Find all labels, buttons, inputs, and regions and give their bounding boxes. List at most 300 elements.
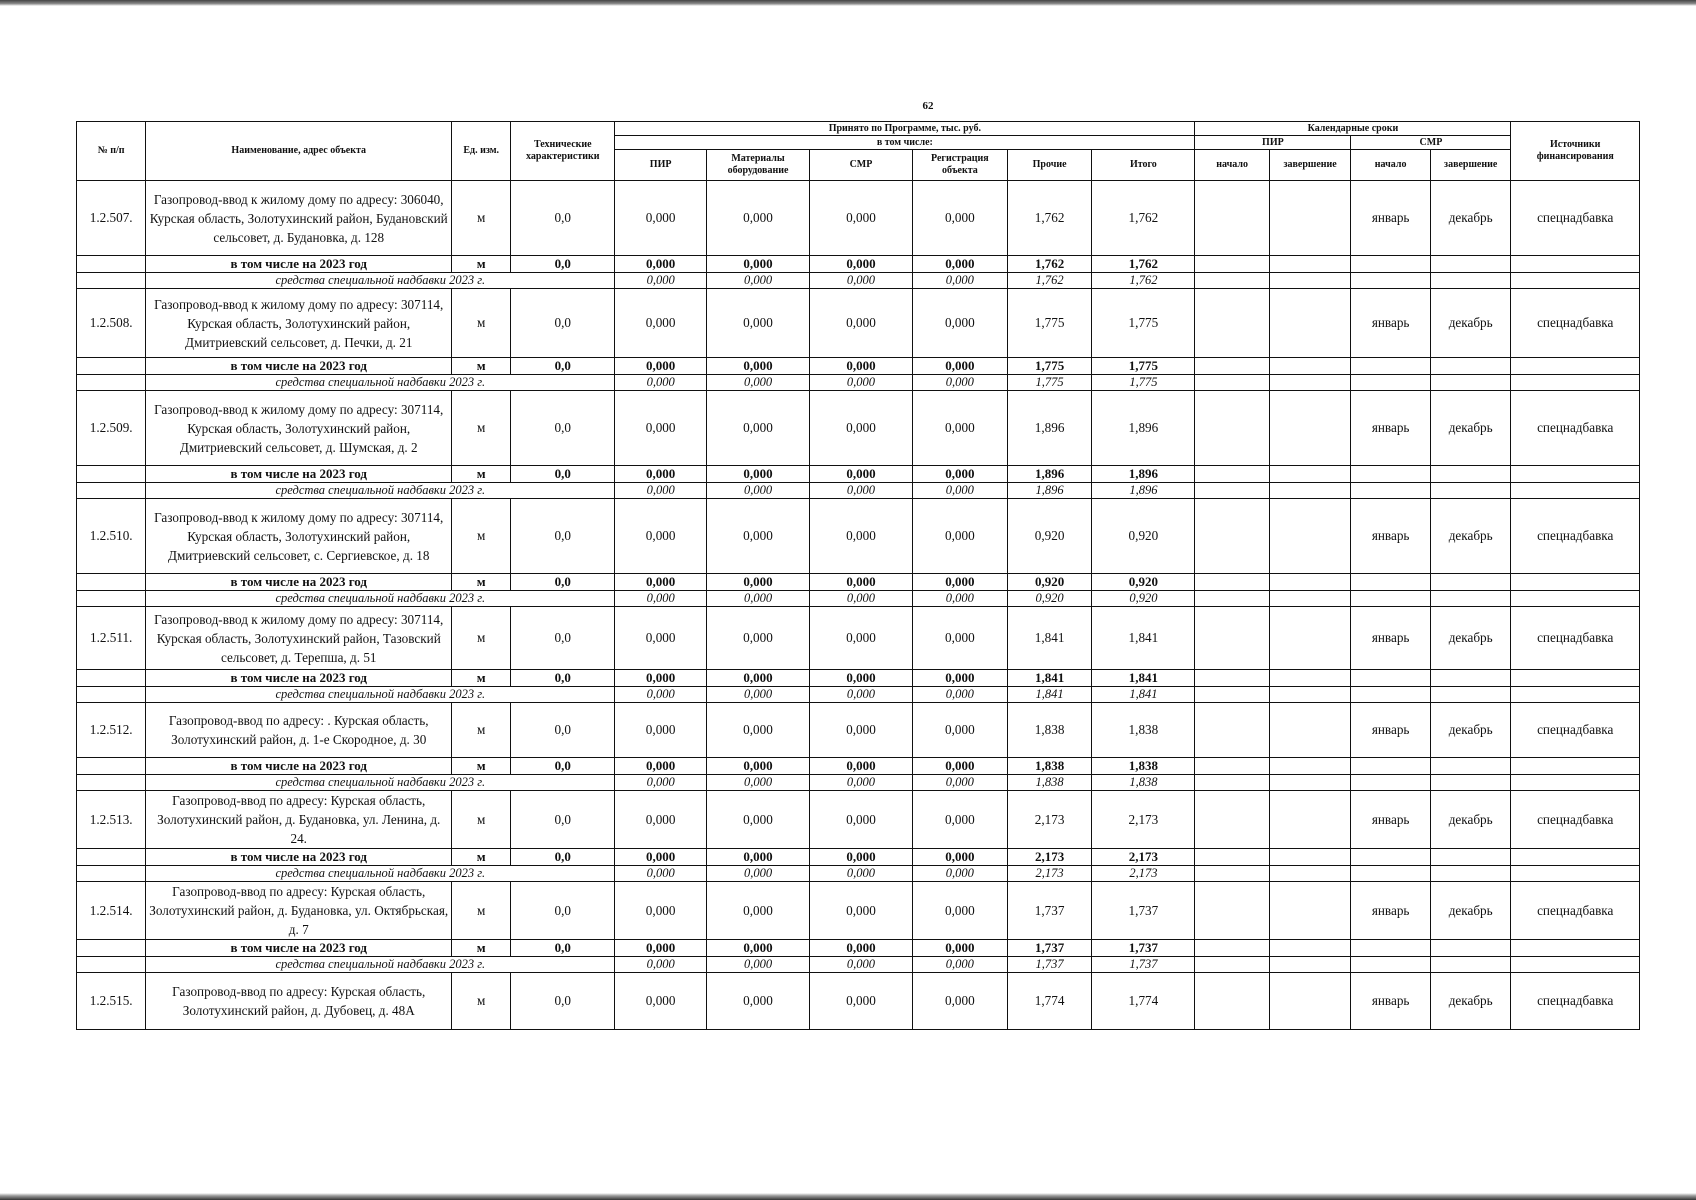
year-label: в том числе на 2023 год bbox=[146, 849, 452, 866]
row-source: спецнадбавка bbox=[1511, 289, 1640, 358]
special-label: средства специальной надбавки 2023 г. bbox=[146, 687, 615, 703]
special-materials: 0,000 bbox=[707, 775, 810, 791]
row-smr: 0,000 bbox=[809, 882, 912, 940]
special-label: средства специальной надбавки 2023 г. bbox=[146, 375, 615, 391]
row-tech: 0,0 bbox=[511, 499, 615, 574]
special-registration: 0,000 bbox=[912, 591, 1007, 607]
header-total: Итого bbox=[1092, 150, 1195, 181]
row-other: 1,737 bbox=[1007, 882, 1092, 940]
row-unit: м bbox=[452, 499, 511, 574]
row-smr-start: январь bbox=[1351, 607, 1431, 670]
table-row bbox=[77, 703, 1640, 758]
year-other: 1,762 bbox=[1007, 256, 1092, 273]
year-unit: м bbox=[452, 256, 511, 273]
year-tech: 0,0 bbox=[511, 670, 615, 687]
row-smr: 0,000 bbox=[809, 289, 912, 358]
header-pir-end: завершение bbox=[1269, 150, 1351, 181]
row-source: спецнадбавка bbox=[1511, 882, 1640, 940]
row-other: 2,173 bbox=[1007, 791, 1092, 849]
year-unit: м bbox=[452, 849, 511, 866]
table-row bbox=[77, 391, 1640, 466]
row-num: 1.2.512. bbox=[77, 703, 146, 758]
special-materials: 0,000 bbox=[707, 957, 810, 973]
year-total: 2,173 bbox=[1092, 849, 1195, 866]
year-other: 0,920 bbox=[1007, 574, 1092, 591]
year-pir: 0,000 bbox=[615, 940, 707, 957]
year-pir: 0,000 bbox=[615, 670, 707, 687]
row-smr: 0,000 bbox=[809, 499, 912, 574]
special-pir: 0,000 bbox=[615, 273, 707, 289]
special-materials: 0,000 bbox=[707, 273, 810, 289]
row-registration: 0,000 bbox=[912, 791, 1007, 849]
table-body bbox=[77, 181, 1640, 1030]
year-tech: 0,0 bbox=[511, 758, 615, 775]
year-pir: 0,000 bbox=[615, 256, 707, 273]
special-materials: 0,000 bbox=[707, 687, 810, 703]
row-registration: 0,000 bbox=[912, 499, 1007, 574]
special-other: 1,737 bbox=[1007, 957, 1092, 973]
row-other: 0,920 bbox=[1007, 499, 1092, 574]
row-pir-end bbox=[1269, 499, 1351, 574]
row-smr-start: январь bbox=[1351, 791, 1431, 849]
special-materials: 0,000 bbox=[707, 866, 810, 882]
row-pir-start bbox=[1195, 289, 1269, 358]
year-tech: 0,0 bbox=[511, 466, 615, 483]
table-row-special bbox=[77, 957, 1640, 973]
table-row-year bbox=[77, 670, 1640, 687]
year-unit: м bbox=[452, 758, 511, 775]
row-tech: 0,0 bbox=[511, 607, 615, 670]
year-unit: м bbox=[452, 466, 511, 483]
row-smr-start: январь bbox=[1351, 703, 1431, 758]
row-materials: 0,000 bbox=[707, 289, 810, 358]
year-label: в том числе на 2023 год bbox=[146, 758, 452, 775]
header-including: в том числе: bbox=[615, 136, 1195, 150]
special-smr: 0,000 bbox=[809, 775, 912, 791]
year-tech: 0,0 bbox=[511, 358, 615, 375]
special-total: 1,762 bbox=[1092, 273, 1195, 289]
row-smr-end: декабрь bbox=[1430, 973, 1511, 1030]
row-name: Газопровод-ввод по адресу: . Курская область, Золотухинский район, д. 1-е Скородное, д. 30 bbox=[146, 703, 452, 758]
year-total: 1,838 bbox=[1092, 758, 1195, 775]
table-row-special bbox=[77, 483, 1640, 499]
special-total: 1,737 bbox=[1092, 957, 1195, 973]
special-pir: 0,000 bbox=[615, 687, 707, 703]
year-registration: 0,000 bbox=[912, 849, 1007, 866]
row-source: спецнадбавка bbox=[1511, 791, 1640, 849]
row-smr-start: январь bbox=[1351, 973, 1431, 1030]
year-unit: м bbox=[452, 574, 511, 591]
row-unit: м bbox=[452, 391, 511, 466]
year-tech: 0,0 bbox=[511, 256, 615, 273]
row-smr-end: декабрь bbox=[1430, 882, 1511, 940]
row-name: Газопровод-ввод к жилому дому по адресу: 307114, Курская область, Золотухинский район, Дмитриевский сельсовет, д. Шумская, д. 2 bbox=[146, 391, 452, 466]
row-other: 1,896 bbox=[1007, 391, 1092, 466]
row-tech: 0,0 bbox=[511, 791, 615, 849]
year-unit: м bbox=[452, 358, 511, 375]
row-other: 1,762 bbox=[1007, 181, 1092, 256]
table-row-special bbox=[77, 775, 1640, 791]
special-label: средства специальной надбавки 2023 г. bbox=[146, 866, 615, 882]
year-smr: 0,000 bbox=[809, 574, 912, 591]
table-row-special bbox=[77, 273, 1640, 289]
row-tech: 0,0 bbox=[511, 391, 615, 466]
table-header bbox=[77, 122, 1640, 181]
special-other: 1,762 bbox=[1007, 273, 1092, 289]
table-row-year bbox=[77, 574, 1640, 591]
year-materials: 0,000 bbox=[707, 466, 810, 483]
row-tech: 0,0 bbox=[511, 882, 615, 940]
row-source: спецнадбавка bbox=[1511, 973, 1640, 1030]
special-total: 1,841 bbox=[1092, 687, 1195, 703]
table-row-year bbox=[77, 256, 1640, 273]
row-name: Газопровод-ввод к жилому дому по адресу: 307114, Курская область, Золотухинский район, Дмитриевский сельсовет, д. Печки, д. 21 bbox=[146, 289, 452, 358]
row-total: 1,774 bbox=[1092, 973, 1195, 1030]
year-label: в том числе на 2023 год bbox=[146, 256, 452, 273]
row-num: 1.2.513. bbox=[77, 791, 146, 849]
header-pir: ПИР bbox=[615, 150, 707, 181]
year-materials: 0,000 bbox=[707, 256, 810, 273]
row-smr-end: декабрь bbox=[1430, 703, 1511, 758]
year-registration: 0,000 bbox=[912, 574, 1007, 591]
row-smr-end: декабрь bbox=[1430, 607, 1511, 670]
page-number: 62 bbox=[922, 100, 934, 112]
row-pir-start bbox=[1195, 607, 1269, 670]
row-smr: 0,000 bbox=[809, 181, 912, 256]
year-unit: м bbox=[452, 670, 511, 687]
row-num: 1.2.510. bbox=[77, 499, 146, 574]
special-registration: 0,000 bbox=[912, 687, 1007, 703]
row-source: спецнадбавка bbox=[1511, 499, 1640, 574]
special-smr: 0,000 bbox=[809, 687, 912, 703]
year-registration: 0,000 bbox=[912, 256, 1007, 273]
row-source: спецнадбавка bbox=[1511, 391, 1640, 466]
special-smr: 0,000 bbox=[809, 483, 912, 499]
row-unit: м bbox=[452, 791, 511, 849]
header-cal-smr: СМР bbox=[1351, 136, 1511, 150]
special-other: 1,896 bbox=[1007, 483, 1092, 499]
header-sources: Источники финансирования bbox=[1511, 122, 1640, 181]
row-total: 1,762 bbox=[1092, 181, 1195, 256]
header-cal-pir: ПИР bbox=[1195, 136, 1351, 150]
row-materials: 0,000 bbox=[707, 973, 810, 1030]
year-total: 1,737 bbox=[1092, 940, 1195, 957]
special-total: 0,920 bbox=[1092, 591, 1195, 607]
row-pir-start bbox=[1195, 791, 1269, 849]
table-row bbox=[77, 499, 1640, 574]
row-num: 1.2.509. bbox=[77, 391, 146, 466]
row-source: спецнадбавка bbox=[1511, 181, 1640, 256]
special-materials: 0,000 bbox=[707, 483, 810, 499]
year-registration: 0,000 bbox=[912, 758, 1007, 775]
row-materials: 0,000 bbox=[707, 882, 810, 940]
row-smr-start: январь bbox=[1351, 289, 1431, 358]
header-calendar: Календарные сроки bbox=[1195, 122, 1511, 136]
row-materials: 0,000 bbox=[707, 703, 810, 758]
row-smr-end: декабрь bbox=[1430, 391, 1511, 466]
special-other: 1,775 bbox=[1007, 375, 1092, 391]
row-total: 1,775 bbox=[1092, 289, 1195, 358]
header-name: Наименование, адрес объекта bbox=[146, 122, 452, 181]
row-num: 1.2.507. bbox=[77, 181, 146, 256]
special-materials: 0,000 bbox=[707, 591, 810, 607]
row-unit: м bbox=[452, 181, 511, 256]
year-materials: 0,000 bbox=[707, 574, 810, 591]
special-registration: 0,000 bbox=[912, 866, 1007, 882]
year-tech: 0,0 bbox=[511, 574, 615, 591]
year-label: в том числе на 2023 год bbox=[146, 466, 452, 483]
row-smr: 0,000 bbox=[809, 391, 912, 466]
year-label: в том числе на 2023 год bbox=[146, 358, 452, 375]
year-registration: 0,000 bbox=[912, 670, 1007, 687]
row-tech: 0,0 bbox=[511, 181, 615, 256]
header-registration: Регистрация объекта bbox=[912, 150, 1007, 181]
row-name: Газопровод-ввод к жилому дому по адресу: 307114, Курская область, Золотухинский район, Тазовский сельсовет, д. Терепша, д. 51 bbox=[146, 607, 452, 670]
year-other: 2,173 bbox=[1007, 849, 1092, 866]
row-materials: 0,000 bbox=[707, 181, 810, 256]
year-pir: 0,000 bbox=[615, 849, 707, 866]
year-pir: 0,000 bbox=[615, 466, 707, 483]
row-pir-end bbox=[1269, 703, 1351, 758]
row-name: Газопровод-ввод по адресу: Курская область, Золотухинский район, д. Дубовец, д. 48А bbox=[146, 973, 452, 1030]
scan-edge-top bbox=[0, 0, 1696, 6]
year-materials: 0,000 bbox=[707, 849, 810, 866]
year-materials: 0,000 bbox=[707, 940, 810, 957]
special-registration: 0,000 bbox=[912, 483, 1007, 499]
table-row bbox=[77, 882, 1640, 940]
row-pir-start bbox=[1195, 973, 1269, 1030]
row-pir: 0,000 bbox=[615, 289, 707, 358]
row-materials: 0,000 bbox=[707, 499, 810, 574]
row-pir-end bbox=[1269, 181, 1351, 256]
table-row-special bbox=[77, 687, 1640, 703]
year-smr: 0,000 bbox=[809, 940, 912, 957]
row-smr: 0,000 bbox=[809, 607, 912, 670]
year-pir: 0,000 bbox=[615, 574, 707, 591]
special-smr: 0,000 bbox=[809, 375, 912, 391]
special-total: 1,896 bbox=[1092, 483, 1195, 499]
year-smr: 0,000 bbox=[809, 466, 912, 483]
row-total: 1,841 bbox=[1092, 607, 1195, 670]
row-num: 1.2.514. bbox=[77, 882, 146, 940]
row-total: 1,896 bbox=[1092, 391, 1195, 466]
table-row-year bbox=[77, 940, 1640, 957]
year-pir: 0,000 bbox=[615, 758, 707, 775]
special-total: 2,173 bbox=[1092, 866, 1195, 882]
header-num: № п/п bbox=[77, 122, 146, 181]
year-registration: 0,000 bbox=[912, 466, 1007, 483]
row-unit: м bbox=[452, 973, 511, 1030]
row-registration: 0,000 bbox=[912, 181, 1007, 256]
special-label: средства специальной надбавки 2023 г. bbox=[146, 957, 615, 973]
special-label: средства специальной надбавки 2023 г. bbox=[146, 591, 615, 607]
special-smr: 0,000 bbox=[809, 957, 912, 973]
special-pir: 0,000 bbox=[615, 866, 707, 882]
year-other: 1,775 bbox=[1007, 358, 1092, 375]
header-pir-start: начало bbox=[1195, 150, 1269, 181]
row-pir-start bbox=[1195, 499, 1269, 574]
year-materials: 0,000 bbox=[707, 670, 810, 687]
row-pir-start bbox=[1195, 181, 1269, 256]
special-other: 1,841 bbox=[1007, 687, 1092, 703]
row-smr-end: декабрь bbox=[1430, 289, 1511, 358]
special-registration: 0,000 bbox=[912, 273, 1007, 289]
row-unit: м bbox=[452, 289, 511, 358]
row-smr-start: январь bbox=[1351, 499, 1431, 574]
year-total: 0,920 bbox=[1092, 574, 1195, 591]
row-smr-start: январь bbox=[1351, 181, 1431, 256]
row-total: 1,737 bbox=[1092, 882, 1195, 940]
special-pir: 0,000 bbox=[615, 775, 707, 791]
row-pir-start bbox=[1195, 703, 1269, 758]
row-unit: м bbox=[452, 882, 511, 940]
table-row bbox=[77, 289, 1640, 358]
year-label: в том числе на 2023 год bbox=[146, 940, 452, 957]
row-total: 1,838 bbox=[1092, 703, 1195, 758]
special-pir: 0,000 bbox=[615, 591, 707, 607]
row-tech: 0,0 bbox=[511, 703, 615, 758]
row-total: 0,920 bbox=[1092, 499, 1195, 574]
row-name: Газопровод-ввод к жилому дому по адресу: 306040, Курская область, Золотухинский район, Будановский сельсовет, д. Будановка, д. 128 bbox=[146, 181, 452, 256]
row-pir-end bbox=[1269, 607, 1351, 670]
table-row-year bbox=[77, 849, 1640, 866]
row-registration: 0,000 bbox=[912, 607, 1007, 670]
header-smr-end: завершение bbox=[1430, 150, 1511, 181]
row-other: 1,838 bbox=[1007, 703, 1092, 758]
year-tech: 0,0 bbox=[511, 940, 615, 957]
row-pir-end bbox=[1269, 973, 1351, 1030]
table-row bbox=[77, 791, 1640, 849]
row-other: 1,774 bbox=[1007, 973, 1092, 1030]
header-materials: Материалы оборудование bbox=[707, 150, 810, 181]
header-accepted: Принято по Программе, тыс. руб. bbox=[615, 122, 1195, 136]
year-total: 1,775 bbox=[1092, 358, 1195, 375]
year-pir: 0,000 bbox=[615, 358, 707, 375]
header-other: Прочие bbox=[1007, 150, 1092, 181]
year-materials: 0,000 bbox=[707, 358, 810, 375]
row-smr-end: декабрь bbox=[1430, 791, 1511, 849]
table-row bbox=[77, 181, 1640, 256]
year-registration: 0,000 bbox=[912, 358, 1007, 375]
special-pir: 0,000 bbox=[615, 375, 707, 391]
special-registration: 0,000 bbox=[912, 775, 1007, 791]
row-smr: 0,000 bbox=[809, 973, 912, 1030]
row-pir-end bbox=[1269, 882, 1351, 940]
special-label: средства специальной надбавки 2023 г. bbox=[146, 775, 615, 791]
special-label: средства специальной надбавки 2023 г. bbox=[146, 273, 615, 289]
year-tech: 0,0 bbox=[511, 849, 615, 866]
row-registration: 0,000 bbox=[912, 391, 1007, 466]
year-other: 1,838 bbox=[1007, 758, 1092, 775]
row-pir: 0,000 bbox=[615, 391, 707, 466]
row-total: 2,173 bbox=[1092, 791, 1195, 849]
special-other: 0,920 bbox=[1007, 591, 1092, 607]
special-smr: 0,000 bbox=[809, 866, 912, 882]
year-smr: 0,000 bbox=[809, 256, 912, 273]
table-row-year bbox=[77, 466, 1640, 483]
row-pir: 0,000 bbox=[615, 703, 707, 758]
row-smr: 0,000 bbox=[809, 703, 912, 758]
special-materials: 0,000 bbox=[707, 375, 810, 391]
special-other: 2,173 bbox=[1007, 866, 1092, 882]
year-smr: 0,000 bbox=[809, 670, 912, 687]
year-other: 1,841 bbox=[1007, 670, 1092, 687]
row-num: 1.2.508. bbox=[77, 289, 146, 358]
row-pir-start bbox=[1195, 391, 1269, 466]
row-other: 1,841 bbox=[1007, 607, 1092, 670]
year-label: в том числе на 2023 год bbox=[146, 670, 452, 687]
row-pir-end bbox=[1269, 391, 1351, 466]
row-smr-start: январь bbox=[1351, 391, 1431, 466]
year-other: 1,896 bbox=[1007, 466, 1092, 483]
year-total: 1,841 bbox=[1092, 670, 1195, 687]
program-table bbox=[76, 121, 1640, 1030]
year-total: 1,896 bbox=[1092, 466, 1195, 483]
row-tech: 0,0 bbox=[511, 973, 615, 1030]
special-pir: 0,000 bbox=[615, 957, 707, 973]
row-materials: 0,000 bbox=[707, 791, 810, 849]
table-row-year bbox=[77, 358, 1640, 375]
year-other: 1,737 bbox=[1007, 940, 1092, 957]
table-row-special bbox=[77, 591, 1640, 607]
special-label: средства специальной надбавки 2023 г. bbox=[146, 483, 615, 499]
row-pir: 0,000 bbox=[615, 499, 707, 574]
row-smr: 0,000 bbox=[809, 791, 912, 849]
year-unit: м bbox=[452, 940, 511, 957]
scan-edge-bottom bbox=[0, 1193, 1696, 1200]
table-row-special bbox=[77, 866, 1640, 882]
row-registration: 0,000 bbox=[912, 289, 1007, 358]
row-unit: м bbox=[452, 703, 511, 758]
row-smr-end: декабрь bbox=[1430, 499, 1511, 574]
year-smr: 0,000 bbox=[809, 758, 912, 775]
table-row-year bbox=[77, 758, 1640, 775]
row-pir: 0,000 bbox=[615, 973, 707, 1030]
row-registration: 0,000 bbox=[912, 882, 1007, 940]
row-smr-end: декабрь bbox=[1430, 181, 1511, 256]
row-materials: 0,000 bbox=[707, 391, 810, 466]
year-smr: 0,000 bbox=[809, 849, 912, 866]
special-other: 1,838 bbox=[1007, 775, 1092, 791]
row-name: Газопровод-ввод к жилому дому по адресу: 307114, Курская область, Золотухинский район, Дмитриевский сельсовет, с. Сергиевское, д. 18 bbox=[146, 499, 452, 574]
year-total: 1,762 bbox=[1092, 256, 1195, 273]
row-other: 1,775 bbox=[1007, 289, 1092, 358]
special-registration: 0,000 bbox=[912, 375, 1007, 391]
special-total: 1,775 bbox=[1092, 375, 1195, 391]
year-label: в том числе на 2023 год bbox=[146, 574, 452, 591]
row-name: Газопровод-ввод по адресу: Курская область, Золотухинский район, д. Будановка, ул. Октябрьская, д. 7 bbox=[146, 882, 452, 940]
table-row-special bbox=[77, 375, 1640, 391]
row-source: спецнадбавка bbox=[1511, 703, 1640, 758]
row-source: спецнадбавка bbox=[1511, 607, 1640, 670]
row-pir: 0,000 bbox=[615, 181, 707, 256]
header-smr-start: начало bbox=[1351, 150, 1431, 181]
special-registration: 0,000 bbox=[912, 957, 1007, 973]
header-unit: Ед. изм. bbox=[452, 122, 511, 181]
row-registration: 0,000 bbox=[912, 703, 1007, 758]
row-pir: 0,000 bbox=[615, 882, 707, 940]
special-total: 1,838 bbox=[1092, 775, 1195, 791]
row-num: 1.2.511. bbox=[77, 607, 146, 670]
year-materials: 0,000 bbox=[707, 758, 810, 775]
row-pir: 0,000 bbox=[615, 607, 707, 670]
header-smr: СМР bbox=[809, 150, 912, 181]
row-pir-end bbox=[1269, 289, 1351, 358]
row-num: 1.2.515. bbox=[77, 973, 146, 1030]
row-unit: м bbox=[452, 607, 511, 670]
row-name: Газопровод-ввод по адресу: Курская область, Золотухинский район, д. Будановка, ул. Ленина, д. 24. bbox=[146, 791, 452, 849]
header-tech: Технические характеристики bbox=[511, 122, 615, 181]
